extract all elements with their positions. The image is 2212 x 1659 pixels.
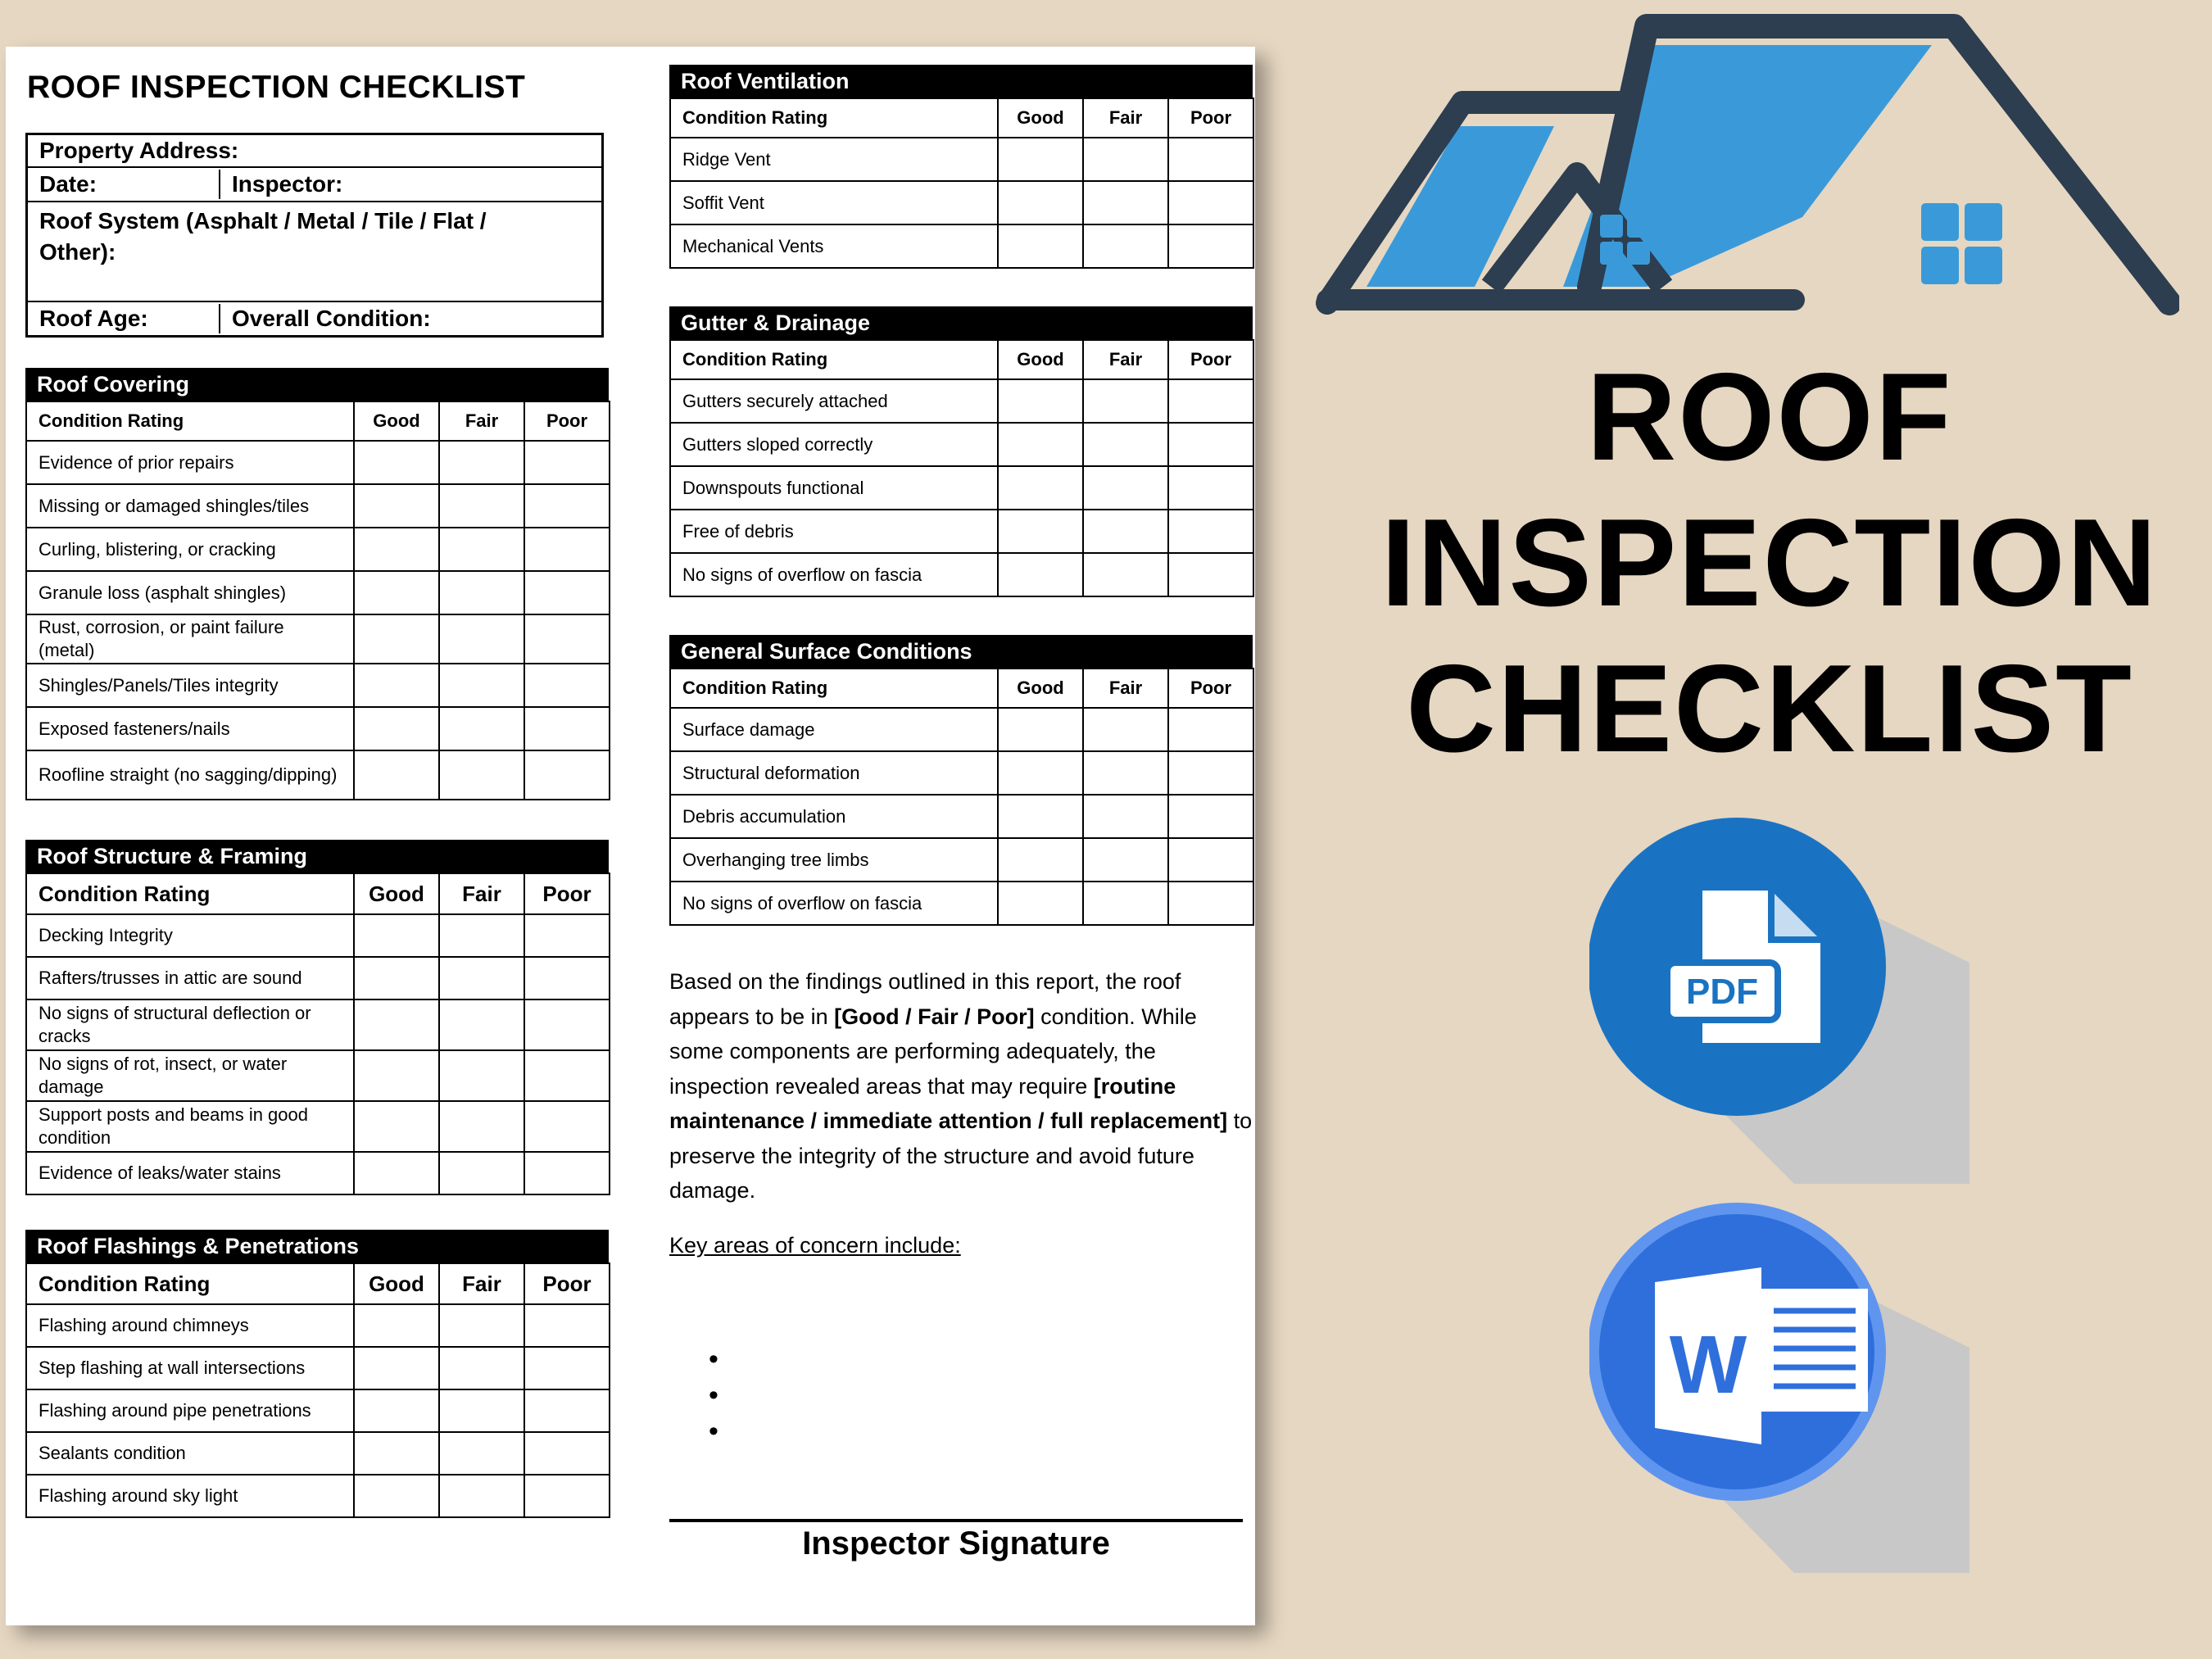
rating-header-condition: Condition Rating <box>670 340 998 379</box>
checklist-table <box>669 668 1254 926</box>
table-row <box>670 138 1253 181</box>
rating-cell-good[interactable] <box>354 1432 439 1475</box>
rating-cell-fair[interactable] <box>439 707 524 750</box>
rating-header-poor: Poor <box>1168 98 1253 138</box>
table-row <box>670 510 1253 553</box>
promo-title-line: ROOF <box>1586 347 1953 487</box>
checklist-table <box>25 873 610 1195</box>
table-row <box>26 614 610 664</box>
signature-line <box>669 1519 1243 1522</box>
rating-cell-poor[interactable] <box>524 1050 610 1101</box>
table-row <box>670 795 1253 838</box>
rating-cell-good[interactable] <box>998 751 1083 795</box>
rating-cell-fair[interactable] <box>1083 510 1168 553</box>
rating-cell-poor[interactable] <box>524 707 610 750</box>
bullet-item: • <box>709 1344 718 1375</box>
rating-cell-good[interactable] <box>998 138 1083 181</box>
summary-paragraph <box>669 964 1253 1208</box>
table-row <box>26 571 610 614</box>
table-row <box>670 466 1253 510</box>
rating-cell-poor[interactable] <box>1168 181 1253 224</box>
rating-cell-good[interactable] <box>998 882 1083 925</box>
roof-system-label: Roof System (Asphalt / Metal / Tile / Flat / Other): <box>39 208 487 265</box>
table-row <box>26 1101 610 1152</box>
checklist-item-label: No signs of structural deflection or cracks <box>26 999 354 1050</box>
checklist-item-label: Flashing around chimneys <box>26 1304 354 1347</box>
table-row <box>26 1347 610 1389</box>
checklist-table <box>25 1262 610 1518</box>
table-row <box>26 441 610 484</box>
checklist-item-label: Shingles/Panels/Tiles integrity <box>26 664 354 707</box>
rating-cell-poor[interactable] <box>524 750 610 800</box>
table-row <box>670 553 1253 596</box>
rating-cell-good[interactable] <box>998 379 1083 423</box>
section-title: Roof Flashings & Penetrations <box>25 1230 609 1262</box>
promo-title-line: INSPECTION <box>1380 493 2159 632</box>
promo-title-line: CHECKLIST <box>1406 639 2133 778</box>
rating-cell-good[interactable] <box>998 795 1083 838</box>
rating-cell-good[interactable] <box>354 750 439 800</box>
rating-cell-fair[interactable] <box>439 1101 524 1152</box>
checklist-item-label: Debris accumulation <box>670 795 998 838</box>
rating-header-condition: Condition Rating <box>26 401 354 441</box>
table-row <box>670 838 1253 882</box>
rating-header-poor: Poor <box>1168 669 1253 708</box>
bullet-item: • <box>709 1416 718 1447</box>
table-header-row <box>670 98 1253 138</box>
rating-header-poor: Poor <box>1168 340 1253 379</box>
checklist-item-label: Flashing around sky light <box>26 1475 354 1517</box>
checklist-item-label: Sealants condition <box>26 1432 354 1475</box>
table-row <box>26 957 610 999</box>
table-row <box>26 914 610 957</box>
roof-ventilation-section <box>669 65 1253 269</box>
rating-cell-poor[interactable] <box>1168 553 1253 596</box>
rating-cell-good[interactable] <box>354 707 439 750</box>
rating-cell-fair[interactable] <box>439 999 524 1050</box>
table-row <box>670 708 1253 751</box>
table-row <box>670 882 1253 925</box>
rating-header-condition: Condition Rating <box>670 98 998 138</box>
table-row <box>26 1304 610 1347</box>
rating-cell-good[interactable] <box>354 1347 439 1389</box>
house-roof-icon <box>1311 0 2179 336</box>
rating-header-fair: Fair <box>439 1263 524 1304</box>
age-condition-row <box>28 302 601 335</box>
property-address-row <box>28 135 601 168</box>
rating-cell-poor[interactable] <box>524 1475 610 1517</box>
rating-cell-good[interactable] <box>354 1152 439 1194</box>
rating-cell-fair[interactable] <box>439 914 524 957</box>
rating-cell-fair[interactable] <box>1083 423 1168 466</box>
rating-cell-good[interactable] <box>354 528 439 571</box>
checklist-table <box>669 339 1254 597</box>
section-title: General Surface Conditions <box>669 635 1253 668</box>
rating-cell-poor[interactable] <box>524 999 610 1050</box>
section-title: Gutter & Drainage <box>669 306 1253 339</box>
pdf-badge-text: PDF <box>1686 972 1758 1012</box>
rating-cell-fair[interactable] <box>439 1304 524 1347</box>
rating-cell-good[interactable] <box>354 664 439 707</box>
rating-header-good: Good <box>998 98 1083 138</box>
summary-text-2: condition. While some components are performing adequately, the inspection revealed areas that may require <box>669 1004 1197 1099</box>
rating-cell-fair[interactable] <box>439 484 524 528</box>
date-inspector-row <box>28 168 601 202</box>
rating-cell-fair[interactable] <box>1083 379 1168 423</box>
rating-cell-fair[interactable] <box>1083 838 1168 882</box>
rating-cell-poor[interactable] <box>524 664 610 707</box>
rating-cell-poor[interactable] <box>1168 751 1253 795</box>
bullet-item: • <box>709 1380 718 1411</box>
checklist-item-label: Decking Integrity <box>26 914 354 957</box>
checklist-item-label: Surface damage <box>670 708 998 751</box>
rating-header-poor: Poor <box>524 401 610 441</box>
table-row <box>26 1475 610 1517</box>
table-row <box>26 664 610 707</box>
section-title: Roof Structure & Framing <box>25 840 609 873</box>
table-row <box>670 379 1253 423</box>
rating-cell-good[interactable] <box>354 957 439 999</box>
checklist-item-label: No signs of overflow on fascia <box>670 553 998 596</box>
rating-cell-poor[interactable] <box>1168 510 1253 553</box>
rating-cell-poor[interactable] <box>524 1432 610 1475</box>
rating-header-condition: Condition Rating <box>26 873 354 914</box>
rating-cell-poor[interactable] <box>524 484 610 528</box>
checklist-item-label: Free of debris <box>670 510 998 553</box>
checklist-item-label: Soffit Vent <box>670 181 998 224</box>
rating-cell-fair[interactable] <box>439 1432 524 1475</box>
rating-cell-good[interactable] <box>354 1389 439 1432</box>
rating-header-fair: Fair <box>1083 669 1168 708</box>
checklist-item-label: Ridge Vent <box>670 138 998 181</box>
rating-cell-poor[interactable] <box>524 1152 610 1194</box>
checklist-item-label: Support posts and beams in good condition <box>26 1101 354 1152</box>
checklist-item-label: Mechanical Vents <box>670 224 998 268</box>
table-header-row <box>670 340 1253 379</box>
table-row <box>670 751 1253 795</box>
rating-cell-good[interactable] <box>998 708 1083 751</box>
rating-cell-good[interactable] <box>354 1304 439 1347</box>
rating-cell-poor[interactable] <box>524 614 610 664</box>
table-row <box>26 999 610 1050</box>
checklist-item-label: No signs of rot, insect, or water damage <box>26 1050 354 1101</box>
rating-header-poor: Poor <box>524 873 610 914</box>
checklist-item-label: Overhanging tree limbs <box>670 838 998 882</box>
rating-cell-poor[interactable] <box>1168 795 1253 838</box>
rating-cell-good[interactable] <box>354 1475 439 1517</box>
rating-cell-fair[interactable] <box>439 750 524 800</box>
summary-action-options: [routine maintenance / immediate attention / full replacement] <box>669 1073 1228 1133</box>
rating-cell-fair[interactable] <box>439 571 524 614</box>
rating-cell-fair[interactable] <box>1083 882 1168 925</box>
general-surface-section <box>669 635 1253 926</box>
rating-header-fair: Fair <box>1083 98 1168 138</box>
rating-cell-fair[interactable] <box>439 1347 524 1389</box>
concerns-bullet-list <box>709 1341 718 1449</box>
overall-condition-label: Overall Condition: <box>232 306 431 331</box>
rating-cell-fair[interactable] <box>439 614 524 664</box>
rating-cell-fair[interactable] <box>1083 751 1168 795</box>
rating-cell-fair[interactable] <box>1083 708 1168 751</box>
rating-cell-good[interactable] <box>998 553 1083 596</box>
table-row <box>26 750 610 800</box>
roof-age-label: Roof Age: <box>28 304 220 333</box>
checklist-item-label: Rust, corrosion, or paint failure (metal) <box>26 614 354 664</box>
rating-cell-good[interactable] <box>354 1101 439 1152</box>
table-header-row <box>26 401 610 441</box>
rating-cell-fair[interactable] <box>439 1152 524 1194</box>
rating-cell-poor[interactable] <box>1168 379 1253 423</box>
gutter-drainage-section <box>669 306 1253 597</box>
rating-cell-poor[interactable] <box>524 571 610 614</box>
rating-cell-fair[interactable] <box>439 957 524 999</box>
property-address-label: Property Address: <box>39 138 239 163</box>
rating-cell-poor[interactable] <box>524 441 610 484</box>
checklist-item-label: Evidence of leaks/water stains <box>26 1152 354 1194</box>
table-row <box>26 1050 610 1101</box>
rating-cell-poor[interactable] <box>524 528 610 571</box>
rating-cell-good[interactable] <box>354 571 439 614</box>
checklist-item-label: Curling, blistering, or cracking <box>26 528 354 571</box>
rating-cell-poor[interactable] <box>1168 224 1253 268</box>
summary-condition-options: [Good / Fair / Poor] <box>834 1004 1035 1029</box>
checklist-item-label: Exposed fasteners/nails <box>26 707 354 750</box>
rating-cell-fair[interactable] <box>439 1389 524 1432</box>
checklist-item-label: Evidence of prior repairs <box>26 441 354 484</box>
rating-header-condition: Condition Rating <box>26 1263 354 1304</box>
checklist-item-label: Granule loss (asphalt shingles) <box>26 571 354 614</box>
rating-cell-fair[interactable] <box>439 528 524 571</box>
concerns-label: Key areas of concern include: <box>669 1233 961 1258</box>
checklist-item-label: Roofline straight (no sagging/dipping) <box>26 750 354 800</box>
rating-header-good: Good <box>998 340 1083 379</box>
rating-cell-fair[interactable] <box>1083 224 1168 268</box>
checklist-page <box>6 47 1255 1625</box>
table-row <box>26 1389 610 1432</box>
word-file-icon <box>1589 1200 1974 1577</box>
table-row <box>670 423 1253 466</box>
checklist-item-label: No signs of overflow on fascia <box>670 882 998 925</box>
checklist-item-label: Downspouts functional <box>670 466 998 510</box>
rating-cell-good[interactable] <box>998 510 1083 553</box>
rating-header-fair: Fair <box>439 873 524 914</box>
document-title: ROOF INSPECTION CHECKLIST <box>27 70 526 105</box>
summary-text-3: to preserve the integrity of the structure and avoid future damage. <box>669 1108 1253 1203</box>
rating-cell-good[interactable] <box>354 484 439 528</box>
roof-flashings-section <box>25 1230 609 1518</box>
checklist-table <box>669 97 1254 269</box>
table-row <box>26 707 610 750</box>
checklist-item-label: Gutters sloped correctly <box>670 423 998 466</box>
rating-cell-fair[interactable] <box>1083 553 1168 596</box>
rating-cell-poor[interactable] <box>524 1101 610 1152</box>
rating-cell-poor[interactable] <box>524 1304 610 1347</box>
table-row <box>26 1432 610 1475</box>
rating-cell-good[interactable] <box>998 181 1083 224</box>
rating-cell-fair[interactable] <box>1083 795 1168 838</box>
rating-cell-good[interactable] <box>354 1050 439 1101</box>
rating-cell-poor[interactable] <box>1168 423 1253 466</box>
rating-cell-fair[interactable] <box>1083 138 1168 181</box>
rating-cell-good[interactable] <box>354 614 439 664</box>
rating-cell-good[interactable] <box>998 224 1083 268</box>
rating-cell-good[interactable] <box>354 441 439 484</box>
table-row <box>670 224 1253 268</box>
date-label: Date: <box>28 170 220 199</box>
table-row <box>26 1152 610 1194</box>
rating-cell-fair[interactable] <box>439 664 524 707</box>
inspector-label: Inspector: <box>232 171 343 197</box>
rating-cell-fair[interactable] <box>439 1050 524 1101</box>
rating-header-good: Good <box>354 401 439 441</box>
rating-cell-good[interactable] <box>998 466 1083 510</box>
rating-cell-poor[interactable] <box>1168 138 1253 181</box>
checklist-item-label: Missing or damaged shingles/tiles <box>26 484 354 528</box>
table-header-row <box>670 669 1253 708</box>
section-title: Roof Covering <box>25 368 609 401</box>
checklist-table <box>25 401 610 800</box>
roof-covering-section <box>25 368 609 800</box>
promo-title <box>1327 344 2212 782</box>
rating-header-fair: Fair <box>439 401 524 441</box>
rating-cell-good[interactable] <box>998 423 1083 466</box>
rating-cell-poor[interactable] <box>524 957 610 999</box>
roof-structure-section <box>25 840 609 1195</box>
rating-cell-good[interactable] <box>354 914 439 957</box>
rating-header-good: Good <box>354 1263 439 1304</box>
roof-system-row <box>28 202 601 302</box>
rating-cell-fair[interactable] <box>1083 466 1168 510</box>
section-title: Roof Ventilation <box>669 65 1253 97</box>
rating-cell-poor[interactable] <box>524 1347 610 1389</box>
checklist-item-label: Gutters securely attached <box>670 379 998 423</box>
property-info-box <box>25 133 604 338</box>
pdf-file-icon <box>1589 815 1974 1192</box>
table-header-row <box>26 1263 610 1304</box>
table-row <box>670 181 1253 224</box>
rating-cell-poor[interactable] <box>524 914 610 957</box>
word-badge-text: W <box>1669 1319 1747 1411</box>
rating-header-poor: Poor <box>524 1263 610 1304</box>
rating-cell-fair[interactable] <box>1083 181 1168 224</box>
rating-cell-poor[interactable] <box>1168 708 1253 751</box>
rating-cell-poor[interactable] <box>1168 466 1253 510</box>
rating-cell-good[interactable] <box>998 838 1083 882</box>
table-header-row <box>26 873 610 914</box>
rating-header-condition: Condition Rating <box>670 669 998 708</box>
summary-text-1: Based on the findings outlined in this report, the roof appears to be in <box>669 969 1181 1029</box>
rating-header-good: Good <box>354 873 439 914</box>
checklist-item-label: Flashing around pipe penetrations <box>26 1389 354 1432</box>
checklist-item-label: Structural deformation <box>670 751 998 795</box>
rating-cell-fair[interactable] <box>439 441 524 484</box>
checklist-item-label: Step flashing at wall intersections <box>26 1347 354 1389</box>
checklist-item-label: Rafters/trusses in attic are sound <box>26 957 354 999</box>
rating-header-fair: Fair <box>1083 340 1168 379</box>
rating-cell-fair[interactable] <box>439 1475 524 1517</box>
rating-cell-poor[interactable] <box>1168 882 1253 925</box>
rating-cell-good[interactable] <box>354 999 439 1050</box>
table-row <box>26 528 610 571</box>
rating-cell-poor[interactable] <box>1168 838 1253 882</box>
table-row <box>26 484 610 528</box>
signature-label: Inspector Signature <box>802 1525 1110 1562</box>
rating-cell-poor[interactable] <box>524 1389 610 1432</box>
rating-header-good: Good <box>998 669 1083 708</box>
